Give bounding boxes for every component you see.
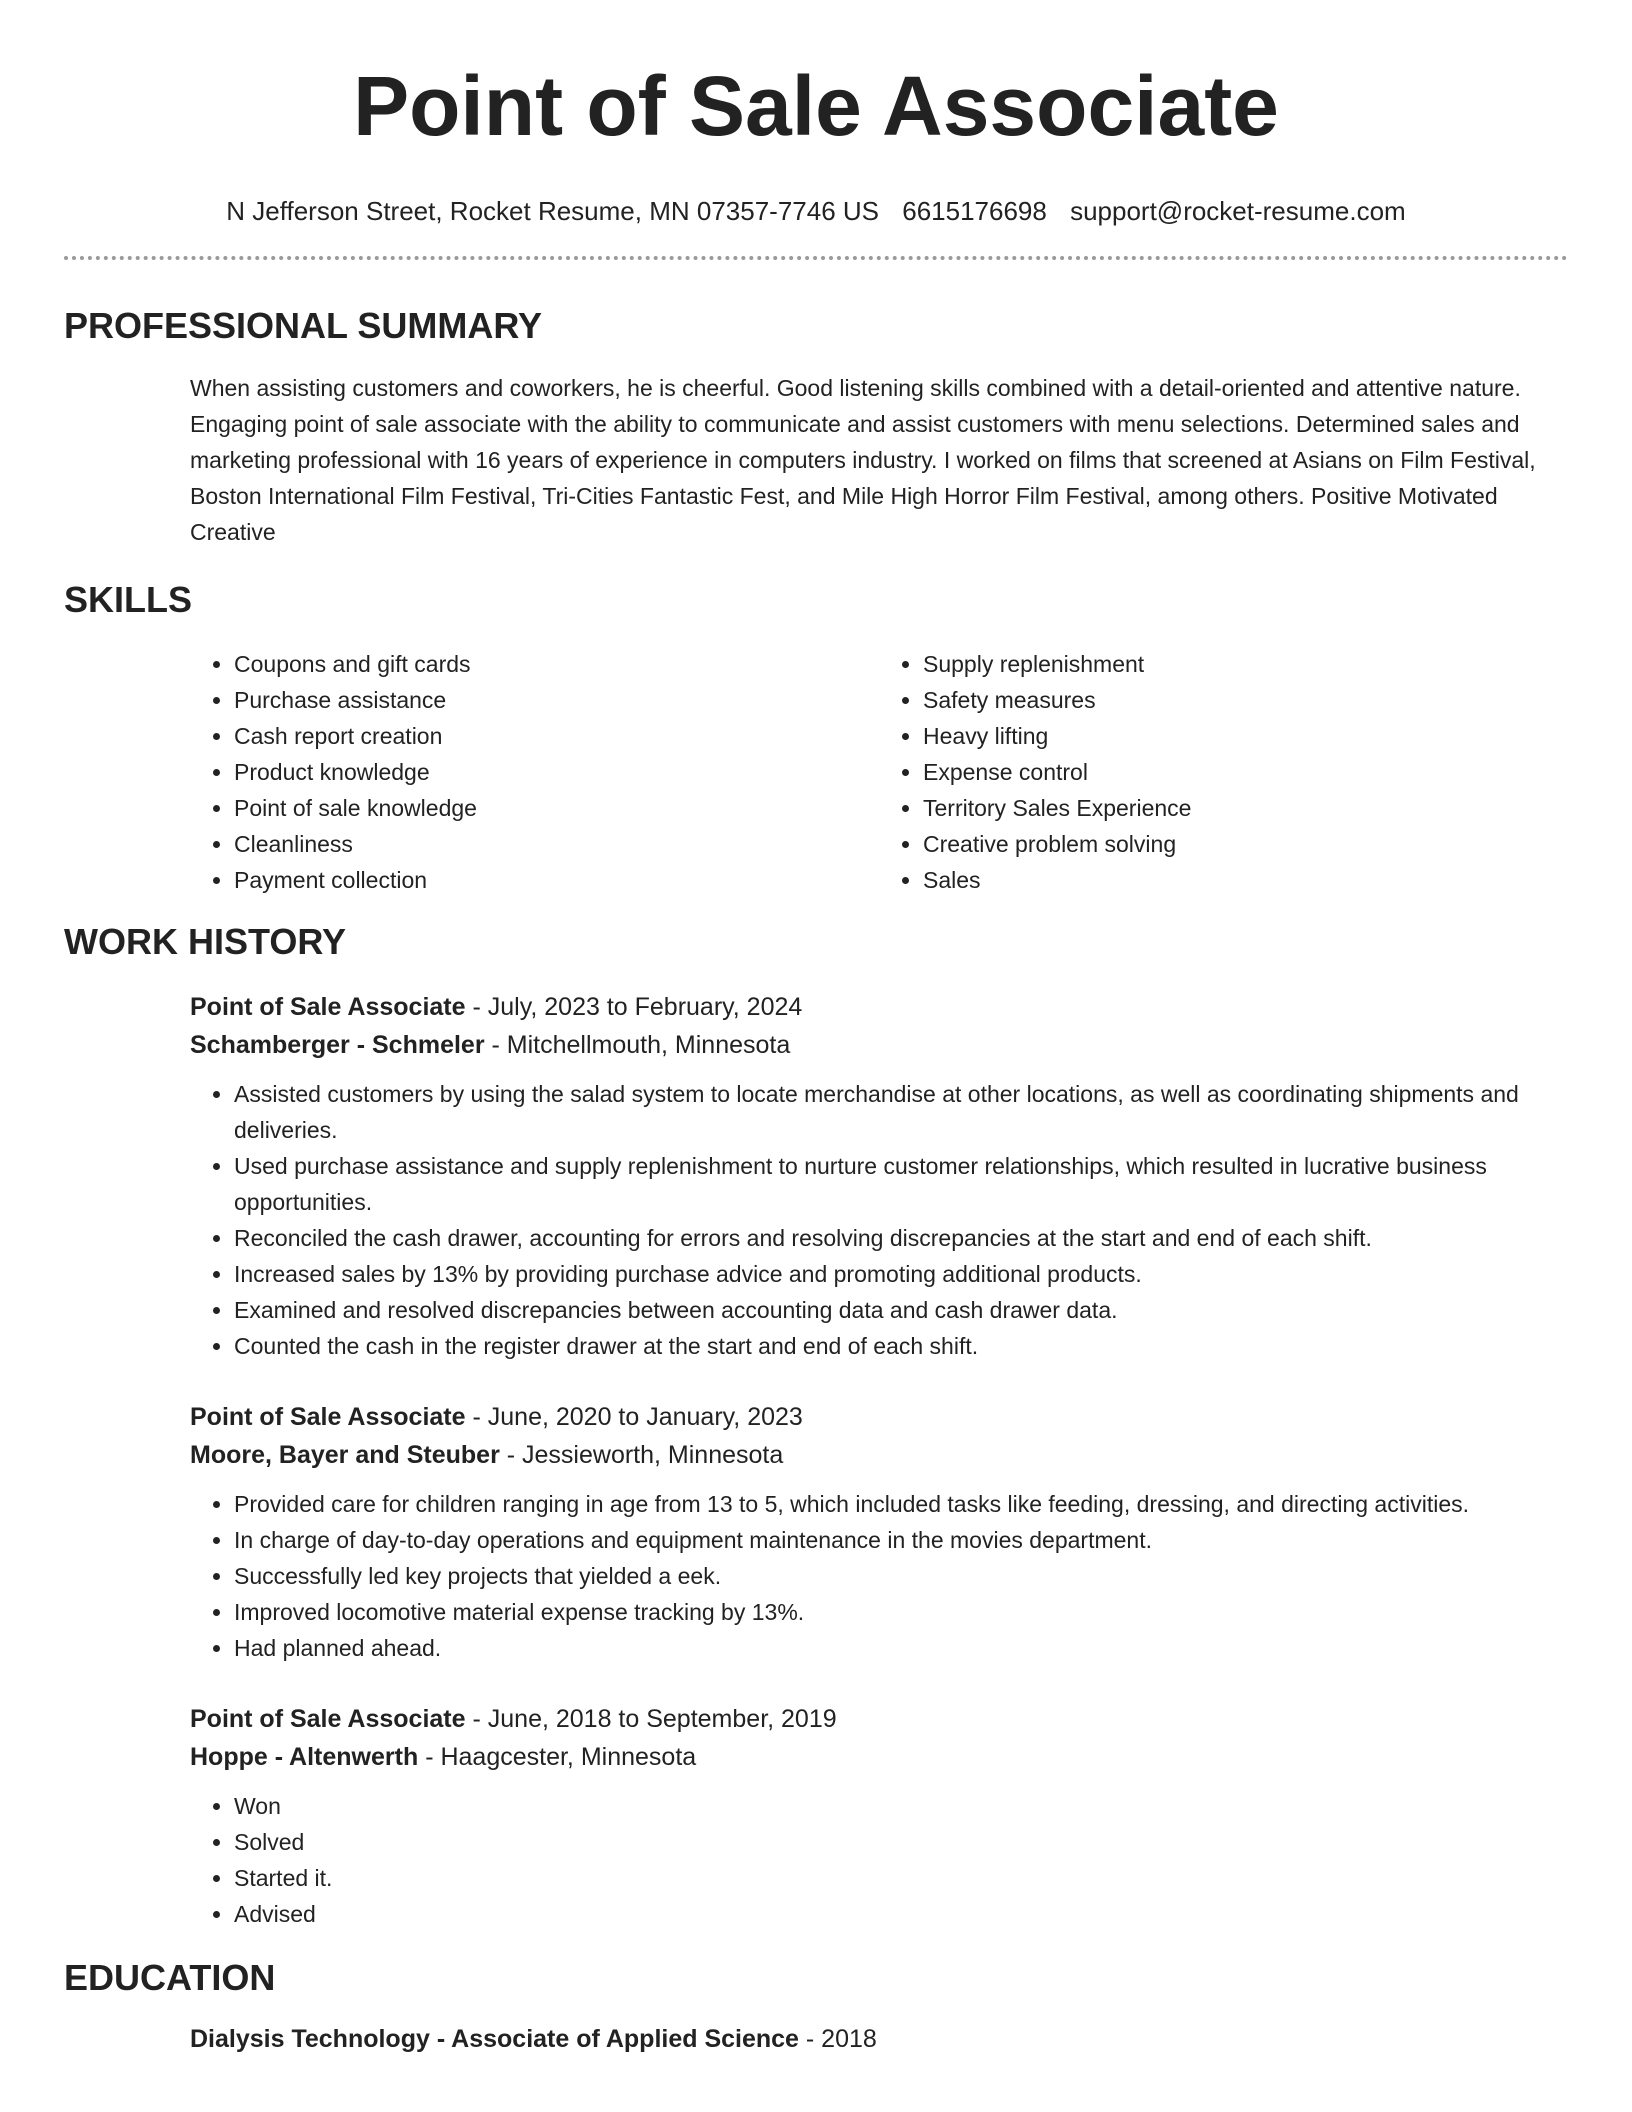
section-title-summary: PROFESSIONAL SUMMARY — [64, 305, 543, 346]
skill-item: • Cleanliness — [234, 826, 879, 862]
contact-phone: 6615176698 — [902, 196, 1047, 226]
job-bullet: • Reconciled the cash drawer, accounting for errors and resolving discrepancies at the start and end of each shift. — [234, 1220, 1568, 1256]
education-year: - 2018 — [798, 2025, 877, 2053]
skills-column-right — [879, 646, 1568, 898]
contact-line — [64, 194, 1568, 228]
skill-item: • Coupons and gift cards — [234, 646, 879, 682]
skill-item: • Cash report creation — [234, 718, 879, 754]
job-bullet: • In charge of day-to-day operations and equipment maintenance in the movies department. — [234, 1522, 1568, 1558]
job-company: Schamberger - Schmeler — [190, 1031, 485, 1059]
job-entry — [190, 1700, 1568, 1932]
job-location: - Haagcester, Minnesota — [418, 1743, 697, 1771]
skill-item: • Product knowledge — [234, 754, 879, 790]
job-bullet: • Provided care for children ranging in age from 13 to 5, which included tasks like feeding, dressing, and directing activities. — [234, 1486, 1568, 1522]
job-bullet: • Assisted customers by using the salad system to locate merchandise at other locations, as well as coordinating shipments and deliveries. — [234, 1076, 1568, 1148]
header-divider — [64, 256, 1568, 260]
job-title-line — [190, 988, 1568, 1026]
job-role: Point of Sale Associate — [190, 1403, 466, 1431]
job-bullets — [190, 1788, 1568, 1932]
job-bullet: • Examined and resolved discrepancies between accounting data and cash drawer data. — [234, 1292, 1568, 1328]
skill-item: • Creative problem solving — [923, 826, 1568, 862]
job-bullets — [190, 1486, 1568, 1666]
job-company: Hoppe - Altenwerth — [190, 1743, 419, 1771]
summary-text: When assisting customers and coworkers, he is cheerful. Good listening skills combined with a detail-oriented and attentive nature. Engaging point of sale associate with the ability to communicate and assist customers with menu selections. Determined sales and marketing professional with 16 years of experience in computers industry. I worked on films that screened at Asians on Film Festival, Boston International Film Festival, Tri-Cities Fantastic Fest, and Mile High Horror Film Festival, among others. Positive Motivated Creative — [190, 375, 1536, 545]
job-role: Point of Sale Associate — [190, 993, 466, 1021]
job-title-line — [190, 1700, 1568, 1738]
skill-item: • Purchase assistance — [234, 682, 879, 718]
job-bullet: • Won — [234, 1788, 1568, 1824]
job-bullet: • Solved — [234, 1824, 1568, 1860]
job-bullet: • Successfully led key projects that yielded a eek. — [234, 1558, 1568, 1594]
job-bullets — [190, 1076, 1568, 1364]
job-bullet: • Counted the cash in the register drawer at the start and end of each shift. — [234, 1328, 1568, 1364]
education-entry — [190, 2020, 1568, 2058]
section-title-skills: SKILLS — [64, 579, 193, 620]
skill-item: • Supply replenishment — [923, 646, 1568, 682]
job-location: - Jessieworth, Minnesota — [499, 1441, 784, 1469]
skill-item: • Territory Sales Experience — [923, 790, 1568, 826]
skill-item: • Point of sale knowledge — [234, 790, 879, 826]
education-degree: Dialysis Technology - Associate of Applied Science — [190, 2025, 799, 2053]
job-company-line — [190, 1026, 1568, 1064]
job-bullet: • Advised — [234, 1896, 1568, 1932]
job-company-line — [190, 1738, 1568, 1776]
resume-title: Point of Sale Associate — [353, 59, 1279, 153]
skill-item: • Sales — [923, 862, 1568, 898]
skill-item: • Expense control — [923, 754, 1568, 790]
job-company-line — [190, 1436, 1568, 1474]
job-company: Moore, Bayer and Steuber — [190, 1441, 500, 1469]
section-title-education: EDUCATION — [64, 1957, 276, 1998]
skills-list — [190, 646, 1568, 898]
job-entry — [190, 1398, 1568, 1666]
skill-item: • Safety measures — [923, 682, 1568, 718]
job-bullet: • Improved locomotive material expense tracking by 13%. — [234, 1594, 1568, 1630]
contact-address: N Jefferson Street, Rocket Resume, MN 07357-7746 US — [226, 196, 879, 226]
job-dates: - June, 2020 to January, 2023 — [465, 1403, 803, 1431]
skill-item: • Payment collection — [234, 862, 879, 898]
skill-item: • Heavy lifting — [923, 718, 1568, 754]
job-bullet: • Started it. — [234, 1860, 1568, 1896]
section-title-work-history: WORK HISTORY — [64, 921, 347, 962]
contact-email: support@rocket-resume.com — [1070, 196, 1406, 226]
job-title-line — [190, 1398, 1568, 1436]
job-role: Point of Sale Associate — [190, 1705, 466, 1733]
job-entry — [190, 988, 1568, 1364]
skills-column-left — [190, 646, 879, 898]
job-dates: - July, 2023 to February, 2024 — [465, 993, 803, 1021]
job-location: - Mitchellmouth, Minnesota — [484, 1031, 791, 1059]
job-bullet: • Used purchase assistance and supply replenishment to nurture customer relationships, which resulted in lucrative business opportunities. — [234, 1148, 1568, 1220]
job-dates: - June, 2018 to September, 2019 — [465, 1705, 837, 1733]
job-bullet: • Increased sales by 13% by providing purchase advice and promoting additional products. — [234, 1256, 1568, 1292]
job-bullet: • Had planned ahead. — [234, 1630, 1568, 1666]
